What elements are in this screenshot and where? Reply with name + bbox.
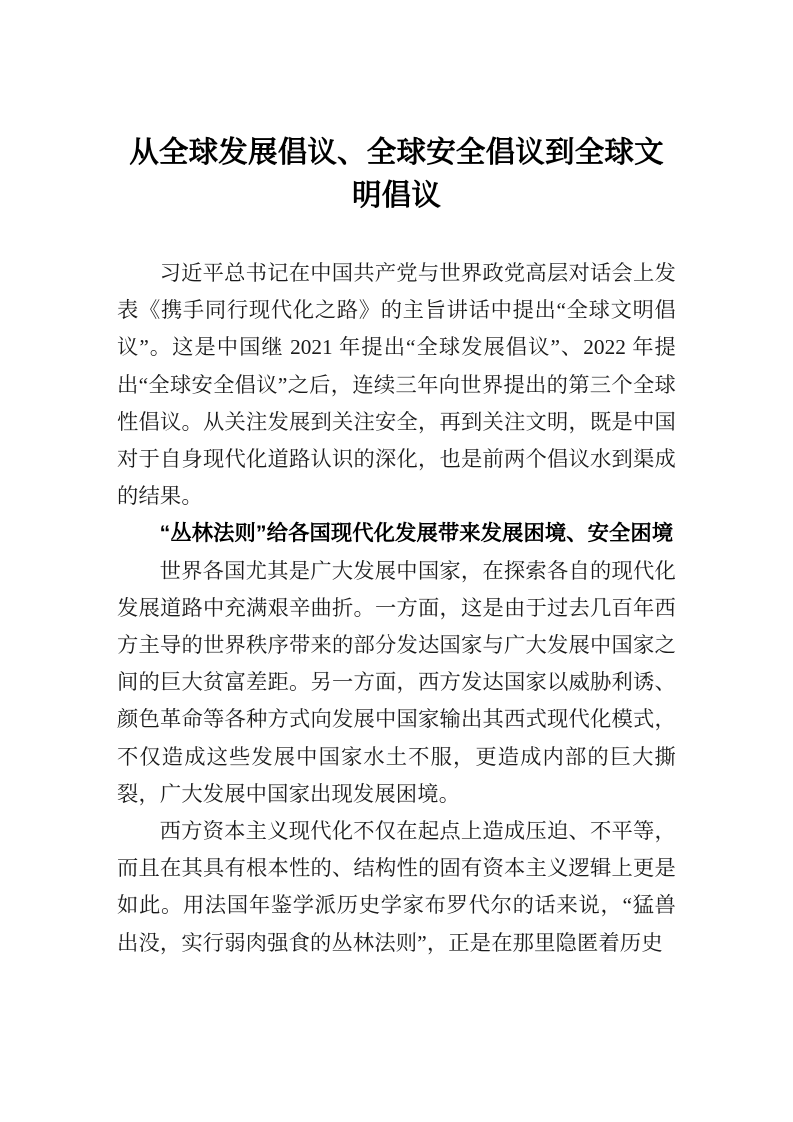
inline-number: 2022 — [583, 335, 626, 360]
page-title-line-1: 从全球发展倡议、全球安全倡议到全球文明 — [129, 136, 664, 212]
paragraph-1: 习近平总书记在中国共产党与世界政党高层对话会上发表《携手同行现代化之路》的主旨讲话中提出“全球文明倡议”。这是中国继 2021 年提出“全球发展倡议”、2022 年提出“全球安全倡议”之后，连续三年向世界提出的第三个全球性倡议。从关注发展到关注安全，再到关注文明，既是中国对于自身现代化道路认识的深化，也是前两个倡议水到渠成的结果。 — [117, 261, 676, 509]
paragraph-3: 西方资本主义现代化不仅在起点上造成压迫、不平等，而且在其具有根本性的、结构性的固有资本主义逻辑上更是如此。用法国年鉴学派历史学家布罗代尔的话来说，“猛兽出没，实行弱肉强食的丛林法则”，正是在那里隐匿着历史 — [117, 819, 676, 955]
paragraph-2: 世界各国尤其是广大发展中国家，在探索各自的现代化发展道路中充满艰辛曲折。一方面，这是由于过去几百年西方主导的世界秩序带来的部分发达国家与广大发展中国家之间的巨大贫富差距。另一方面，西方发达国家以威胁利诱、颜色革命等各种方式向发展中国家输出其西式现代化模式，不仅造成这些发展中国家水土不服，更造成内部的巨大撕裂，广大发展中国家出现发展困境。 — [117, 558, 676, 806]
section-heading-1: “丛林法则”给各国现代化发展带来发展困境、安全困境 — [159, 521, 674, 546]
inline-number: 2021 — [290, 335, 333, 360]
page-content-column — [117, 0, 676, 962]
page-title — [117, 0, 676, 217]
page-title-line-2: 倡议 — [381, 179, 442, 212]
document-body — [117, 217, 676, 962]
